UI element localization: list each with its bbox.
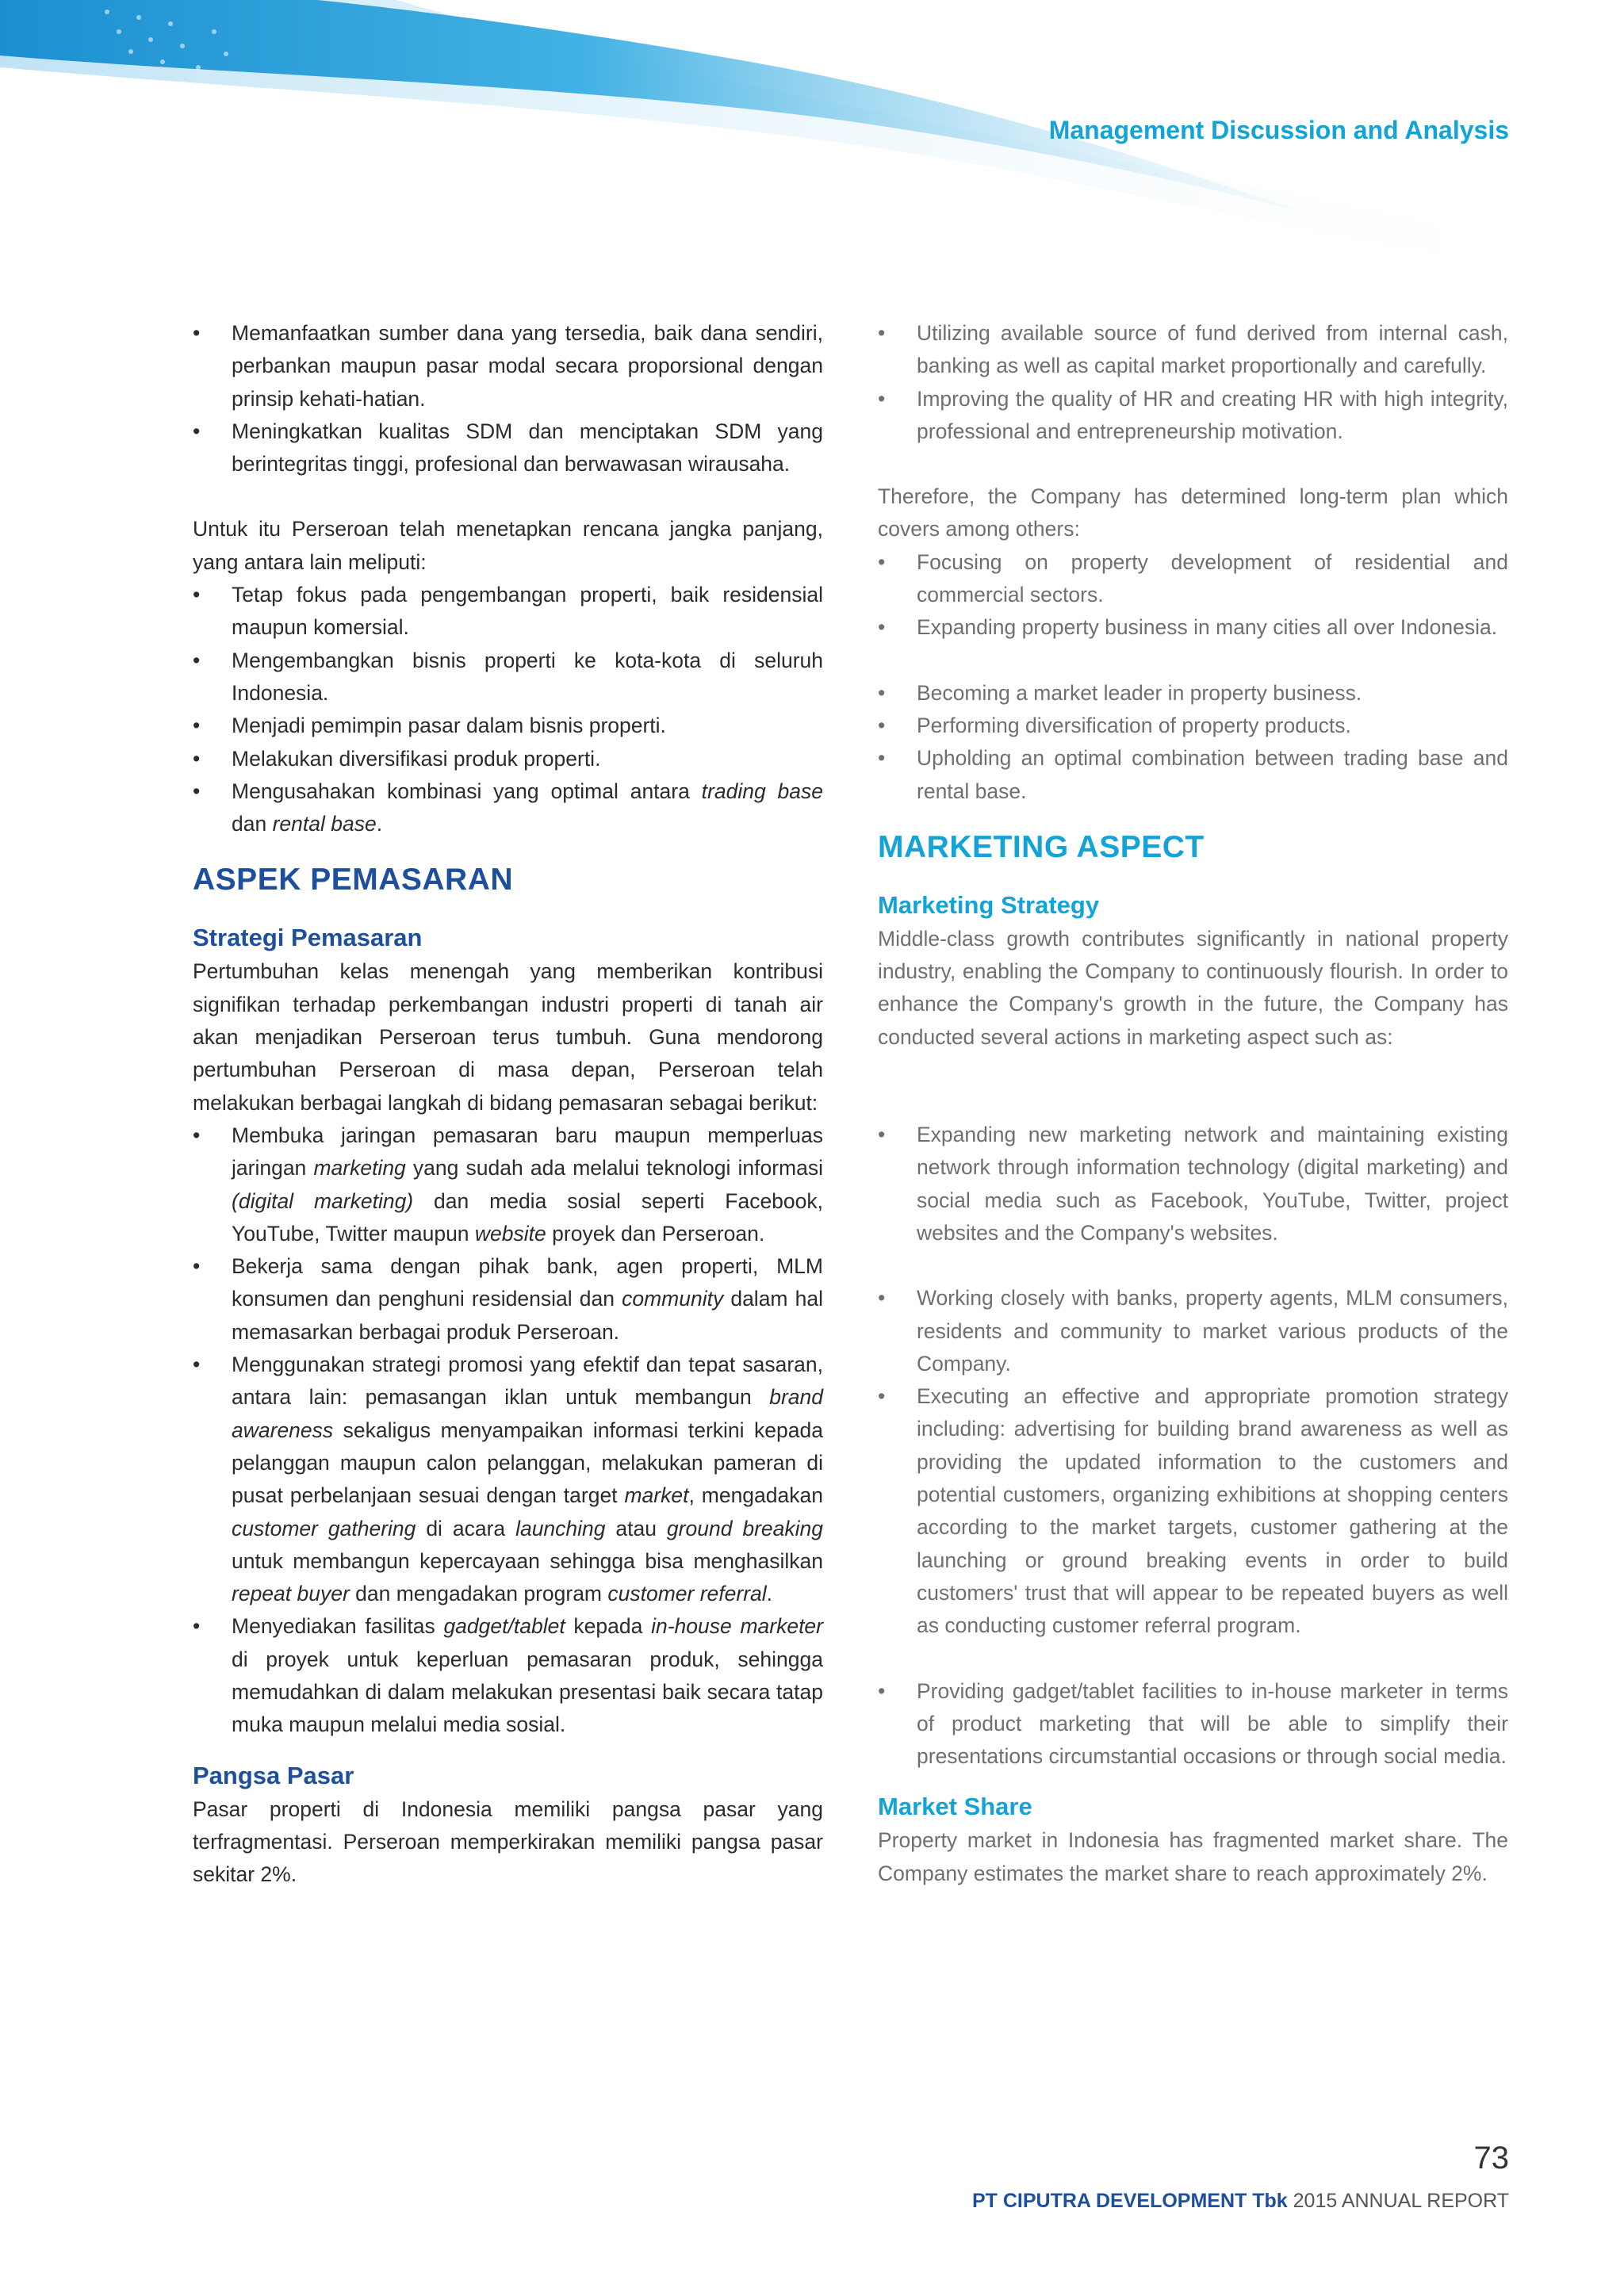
list-item: • Expanding property business in many cities all over Indonesia.	[878, 611, 1508, 644]
bullet-icon: •	[193, 779, 201, 803]
list-item: • Performing diversification of property products.	[878, 710, 1508, 742]
list-item: • Menjadi pemimpin pasar dalam bisnis properti.	[193, 710, 823, 742]
strategy-intro-paragraph: Pertumbuhan kelas menengah yang memberikan kontribusi signifikan terhadap perkembangan industri properti di tanah air akan menjadikan Perseroan terus tumbuh. Guna mendorong pertumbuhan Perseroan di masa depan, Perseroan telah melakukan berbagai langkah di bidang pemasaran sebagai berikut:	[193, 959, 823, 1115]
bullet-icon: •	[193, 648, 201, 672]
list-item: • Mengembangkan bisnis properti ke kota-kota di seluruh Indonesia.	[193, 645, 823, 710]
bullet-icon: •	[193, 1614, 201, 1639]
bullet-icon: •	[193, 1254, 201, 1279]
bullet-icon: •	[878, 549, 886, 574]
footer-report-title: 2015 ANNUAL REPORT	[1287, 2190, 1509, 2212]
bullet-icon: •	[878, 680, 886, 705]
section-title-marketing-aspect: ASPEK PEMASARAN	[193, 863, 514, 897]
bullet-icon: •	[878, 1678, 886, 1703]
bullet-icon: •	[878, 1123, 886, 1147]
list-item: • Utilizing available source of fund derived from internal cash, banking as well as capital market proportionally and carefully.	[878, 317, 1508, 383]
plan-intro-paragraph: Untuk itu Perseroan telah menetapkan rencana jangka panjang, yang antara lain meliputi:	[193, 517, 823, 574]
list-item: • Working closely with banks, property agents, MLM consumers, residents and community to market various products of the Company.	[878, 1282, 1508, 1380]
footer-report-label	[972, 2190, 1509, 2213]
plan-bullet-list	[193, 579, 823, 840]
page-number: 73	[1473, 2141, 1509, 2175]
strategy-intro-paragraph: Middle-class growth contributes significantly in national property industry, enabling the Company to continuously flourish. In order to enhance the Company's growth in the future, the Company has conducted several actions in marketing aspect such as:	[878, 926, 1508, 1049]
bullet-icon: •	[878, 1286, 886, 1311]
bullet-icon: •	[878, 386, 886, 411]
list-item: • Menggunakan strategi promosi yang efektif dan tepat sasaran, antara lain: pemasangan iklan untuk membangun brand awareness sekaligus menyampaikan informasi terkini kepada pelanggan maupun calon pelanggan, melakukan pameran di pusat perbelanjaan sesuai dengan target market, mengadakan customer gathering di acara launching atau ground breaking untuk membangun kepercayaan sehingga bisa menghasilkan repeat buyer dan mengadakan program customer referral.	[193, 1349, 823, 1610]
bullet-icon: •	[878, 615, 886, 640]
subsection-title-marketing-strategy: Strategi Pemasaran	[193, 924, 423, 952]
bullet-icon: •	[193, 583, 201, 607]
funding-bullet-list	[193, 317, 823, 480]
strategy-bullet-list-3	[878, 1675, 1508, 1774]
list-item: • Becoming a market leader in property business.	[878, 677, 1508, 710]
subsection-title-market-share: Pangsa Pasar	[193, 1761, 354, 1789]
funding-bullet-list	[878, 317, 1508, 448]
list-item: • Menyediakan fasilitas gadget/tablet kepada in-house marketer di proyek untuk keperluan pemasaran produk, sehingga memudahkan di dalam melakukan presentasi baik secara tatap muka maupun melalui media sosial.	[193, 1610, 823, 1741]
list-item: • Meningkatkan kualitas SDM dan menciptakan SDM yang berintegritas tinggi, profesional dan berwawasan wirausaha.	[193, 415, 823, 481]
subsection-title-market-share: Market Share	[878, 1793, 1032, 1821]
strategy-bullet-list	[193, 1119, 823, 1742]
bullet-icon: •	[878, 321, 886, 345]
bullet-icon: •	[878, 1384, 886, 1409]
list-item: • Upholding an optimal combination between trading base and rental base.	[878, 742, 1508, 808]
plan-bullet-list	[878, 546, 1508, 645]
list-item: • Expanding new marketing network and maintaining existing network through information technology (digital marketing) and social media such as Facebook, YouTube, Twitter, project websites and the Company's websites.	[878, 1119, 1508, 1249]
header-swoosh-graphic	[0, 0, 1624, 333]
market-share-paragraph: Property market in Indonesia has fragmented market share. The Company estimates the market share to reach approximately 2%.	[878, 1828, 1508, 1885]
bullet-icon: •	[193, 1353, 201, 1377]
list-item: • Executing an effective and appropriate promotion strategy including: advertising for building brand awareness as well as providing the updated information to the customers and potential customers, organizing exhibitions at shopping centers according to the market targets, customer gathering at the launching or ground breaking events in order to build customers' trust that will appear to be repeated buyers as well as conducting customer referral program.	[878, 1380, 1508, 1642]
plan-intro-paragraph: Therefore, the Company has determined long-term plan which covers among others:	[878, 484, 1508, 541]
bullet-icon: •	[193, 714, 201, 738]
strategy-bullet-list-2	[878, 1282, 1508, 1642]
list-item: • Improving the quality of HR and creating HR with high integrity, professional and entrepreneurship motivation.	[878, 383, 1508, 449]
bullet-icon: •	[193, 746, 201, 771]
bullet-icon: •	[878, 713, 886, 737]
bullet-icon: •	[193, 321, 201, 345]
section-header-title: Management Discussion and Analysis	[1048, 116, 1509, 144]
strategy-bullet-list	[878, 1119, 1508, 1249]
bullet-icon: •	[878, 746, 886, 771]
list-item: • Melakukan diversifikasi produk properti.	[193, 743, 823, 775]
list-item: • Mengusahakan kombinasi yang optimal antara trading base dan rental base.	[193, 775, 823, 841]
right-column-english	[878, 317, 1508, 1890]
bullet-icon: •	[193, 419, 201, 443]
list-item: • Bekerja sama dengan pihak bank, agen properti, MLM konsumen dan penghuni residensial dan community dalam hal memasarkan berbagai produk Perseroan.	[193, 1250, 823, 1349]
left-column-indonesian	[193, 317, 823, 1891]
list-item: • Focusing on property development of residential and commercial sectors.	[878, 546, 1508, 612]
bullet-icon: •	[193, 1123, 201, 1147]
plan-bullet-list-continued	[878, 677, 1508, 808]
footer-company-name: PT CIPUTRA DEVELOPMENT Tbk	[971, 2190, 1288, 2212]
list-item: • Memanfaatkan sumber dana yang tersedia, baik dana sendiri, perbankan maupun pasar modal secara proporsional dengan prinsip kehati-hatian.	[193, 317, 823, 415]
list-item: • Tetap fokus pada pengembangan properti, baik residensial maupun komersial.	[193, 579, 823, 645]
list-item: • Providing gadget/tablet facilities to in-house marketer in terms of product marketing that will be able to simplify their presentations circumstantial occasions or through social media.	[878, 1675, 1508, 1774]
subsection-title-marketing-strategy: Marketing Strategy	[878, 890, 1100, 919]
market-share-paragraph: Pasar properti di Indonesia memiliki pangsa pasar yang terfragmentasi. Perseroan memperkirakan memiliki pangsa pasar sekitar 2%.	[193, 1797, 823, 1887]
list-item: • Membuka jaringan pemasaran baru maupun memperluas jaringan marketing yang sudah ada melalui teknologi informasi (digital marketing) dan media sosial seperti Facebook, YouTube, Twitter maupun website proyek dan Perseroan.	[193, 1119, 823, 1250]
section-title-marketing-aspect: MARKETING ASPECT	[878, 829, 1205, 864]
